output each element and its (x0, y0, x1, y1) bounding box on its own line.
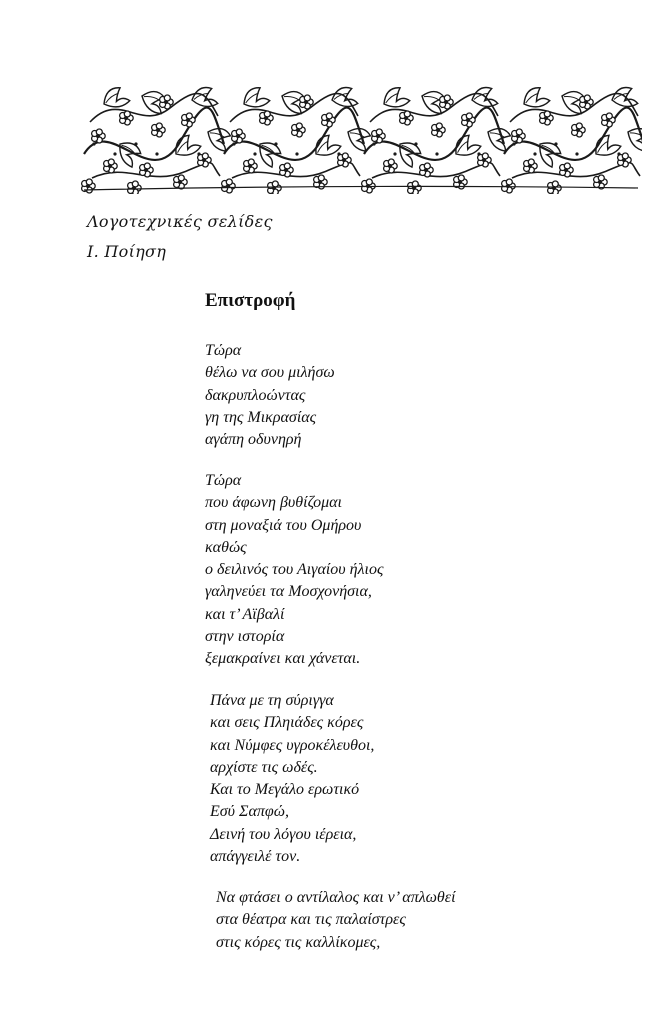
poem-line: καθώς (205, 538, 247, 556)
poem-line: αρχίστε τις ωδές. (210, 758, 318, 776)
poem-line: και σεις Πληιάδες κόρες (210, 714, 364, 732)
poem-line: γη της Μικρασίας (205, 408, 317, 426)
poem-line: Τώρα (205, 472, 242, 489)
poem-line: Εσύ Σαπφώ, (210, 803, 289, 821)
poem-line: γαληνεύει τα Μοσχονήσια, (205, 583, 372, 601)
poem-line: Πάνα με τη σύριγγα (210, 692, 334, 709)
poem-line: θέλω να σου μιλήσω (205, 364, 335, 382)
poem-line: στα θέατρα και τις παλαίστρες (216, 911, 406, 929)
poem-line: στη μοναξιά του Ομήρου (205, 516, 362, 534)
poem-line: απάγγειλέ τον. (210, 848, 301, 866)
poem-line: Και το Μεγάλο ερωτικό (210, 781, 360, 799)
stanza-1 (205, 340, 335, 451)
subsection-heading: Ι. Ποίηση (87, 242, 167, 261)
floral-border-icon (80, 82, 642, 194)
poem-line: Δεινή του λόγου ιέρεια, (210, 825, 357, 843)
poem-line: στην ιστορία (205, 628, 285, 646)
poem-line: ο δειλινός του Αιγαίου ήλιος (205, 561, 384, 579)
stanza-2 (205, 470, 383, 671)
poem-title: Επιστροφή (205, 290, 296, 311)
poem-line: που άφωνη βυθίζομαι (205, 494, 342, 512)
poem-line: Να φτάσει ο αντίλαλος και ν’ απλωθεί (216, 889, 456, 906)
poem-line: και Νύμφες υγροκέλευθοι, (210, 736, 375, 754)
poem-line: ξεμακραίνει και χάνεται. (205, 650, 361, 668)
stanza-3 (210, 690, 374, 868)
section-heading: Λογοτεχνικές σελίδες (87, 212, 273, 231)
stanza-4 (216, 887, 456, 954)
poem-line: στις κόρες τις καλλίκομες, (216, 933, 381, 951)
poem-line: αγάπη οδυνηρή (205, 431, 302, 449)
poem-line: και τ’ Αϊβαλί (205, 605, 285, 623)
poem-line: δακρυπλοώντας (205, 386, 306, 404)
poem-line: Τώρα (205, 342, 242, 359)
